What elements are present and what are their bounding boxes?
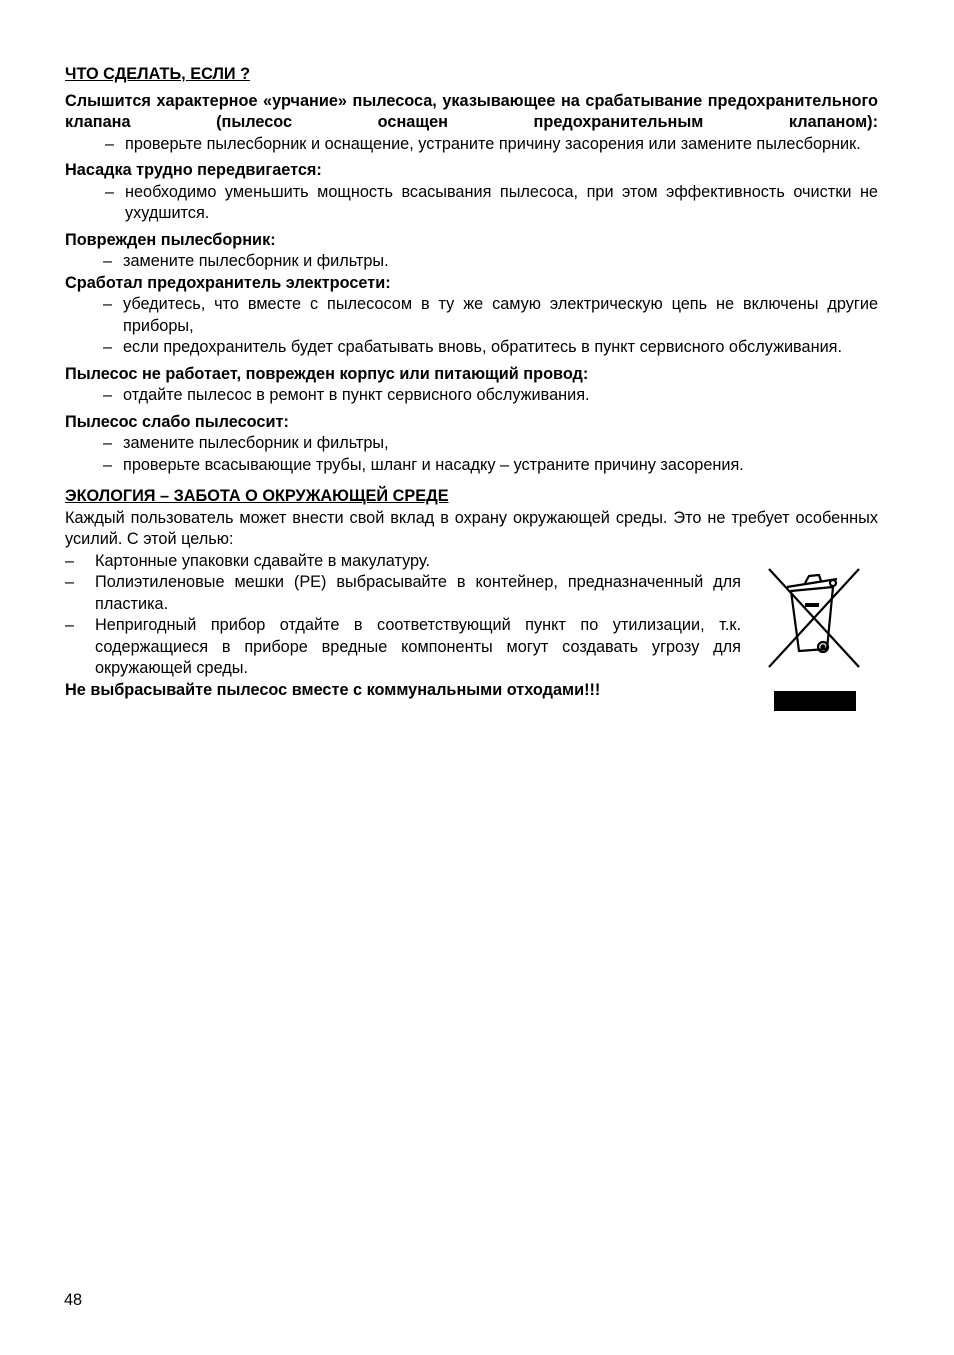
issue-weak-suction-list bbox=[65, 433, 878, 476]
list-item: – замените пылесборник и фильтры, bbox=[103, 434, 389, 452]
list-item: – Непригодный прибор отдайте в соответствующий пункт по утилизации, т.к. содержащиеся в приборе вредные компоненты могут создавать угрозу для окружающей среды. bbox=[65, 616, 741, 677]
list-item: – Картонные упаковки сдавайте в макулатуру. bbox=[65, 551, 430, 570]
crossed-out-wheelie-bin-icon bbox=[765, 567, 865, 715]
page-number: 48 bbox=[64, 1291, 83, 1309]
ecology-heading: ЭКОЛОГИЯ – ЗАБОТА О ОКРУЖАЮЩЕЙ СРЕДЕ bbox=[65, 487, 449, 505]
issue-fuse-title: Сработал предохранитель электросети: bbox=[65, 273, 391, 292]
issue-nozzle-list bbox=[65, 182, 878, 225]
issue-fuse-list bbox=[65, 294, 878, 359]
issue-not-working-list bbox=[65, 385, 878, 407]
ecology-intro: Каждый пользователь может внести свой вклад в охрану окружающей среды. Это не требует особенных усилий. С этой целью: bbox=[65, 508, 878, 548]
list-item: – проверьте пылесборник и оснащение, устраните причину засорения или замените пылесборник. bbox=[105, 134, 861, 153]
list-item: – необходимо уменьшить мощность всасывания пылесоса, при этом эффективность очистки не ухудшится. bbox=[105, 182, 878, 222]
disposal-warning: Не выбрасывайте пылесос вместе с коммунальными отходами!!! bbox=[65, 680, 601, 699]
troubleshooting-heading: ЧТО СДЕЛАТЬ, ЕСЛИ ? bbox=[65, 65, 251, 83]
issue-weak-suction-title: Пылесос слабо пылесосит: bbox=[65, 412, 289, 431]
ecology-list bbox=[65, 551, 741, 680]
list-item: – убедитесь, что вместе с пылесосом в ту же самую электрическую цепь не включены другие приборы, bbox=[103, 295, 878, 335]
list-item: – отдайте пылесос в ремонт в пункт сервисного обслуживания. bbox=[103, 386, 590, 404]
list-item: – проверьте всасывающие трубы, шланг и насадку – устраните причину засорения. bbox=[103, 455, 744, 474]
issue-gurgling-list bbox=[65, 134, 878, 156]
list-item: – замените пылесборник и фильтры. bbox=[103, 252, 389, 270]
issue-gurgling-title: Слышится характерное «урчание» пылесоса, указывающее на срабатывание предохранительного клапана (пылесос оснащен предохранительным клапаном): bbox=[65, 91, 878, 131]
issue-not-working-title: Пылесос не работает, поврежден корпус или питающий провод: bbox=[65, 364, 589, 383]
list-item: – если предохранитель будет срабатывать вновь, обратитесь в пункт сервисного обслуживания. bbox=[103, 338, 843, 356]
ecology-section bbox=[65, 551, 878, 680]
issue-dustbag-title: Поврежден пылесборник: bbox=[65, 230, 276, 249]
list-item: – Полиэтиленовые мешки (PE) выбрасывайте в контейнер, предназначенный для пластика. bbox=[65, 573, 741, 613]
issue-dustbag-list bbox=[65, 251, 878, 273]
issue-nozzle-title: Насадка трудно передвигается: bbox=[65, 161, 322, 179]
document-page bbox=[65, 64, 878, 701]
